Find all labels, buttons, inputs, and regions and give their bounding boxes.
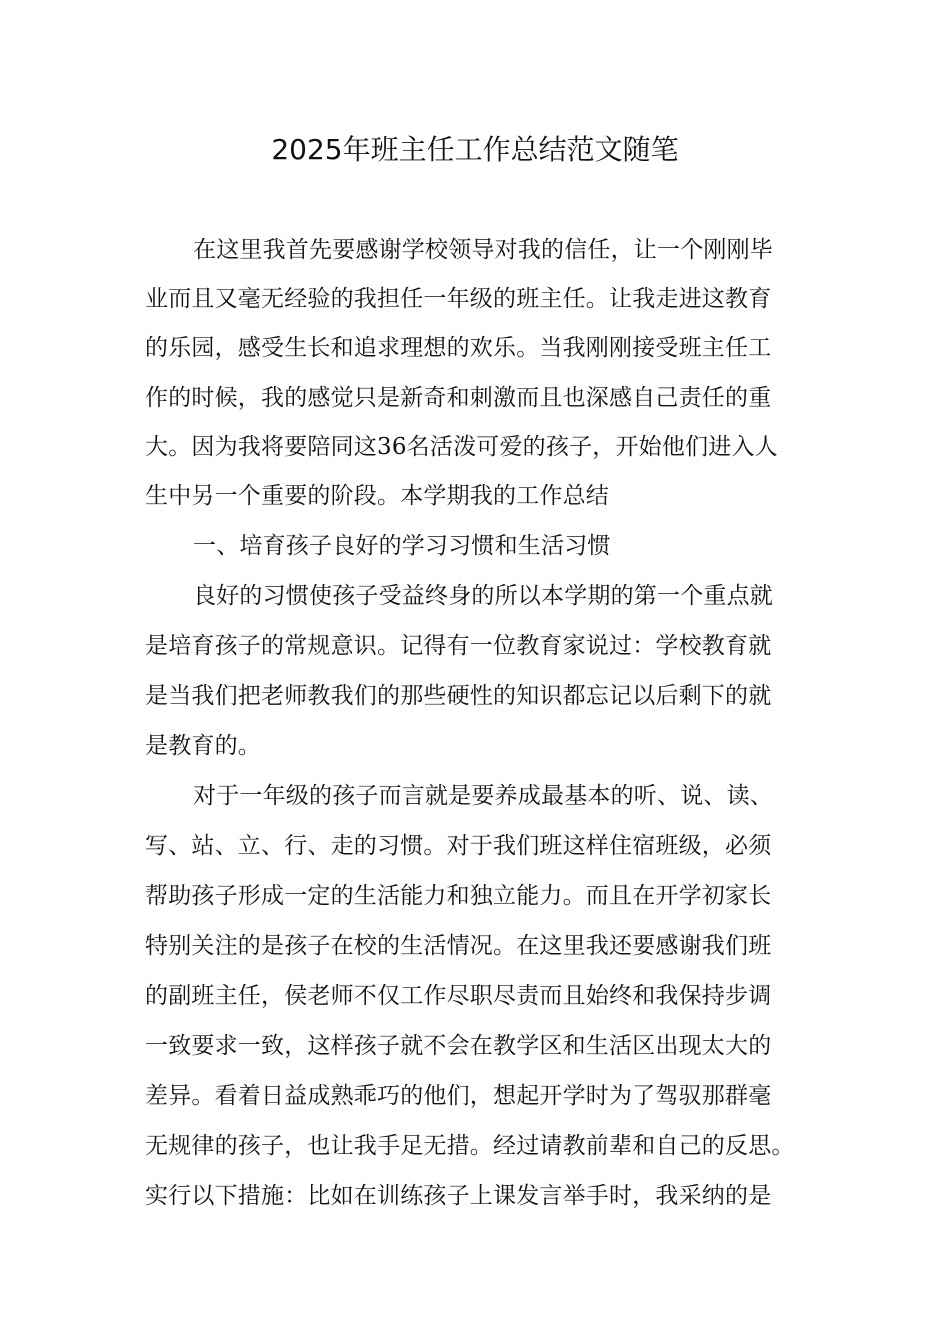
- document-title: 2025年班主任工作总结范文随笔: [271, 133, 679, 166]
- paragraph-line: 业而且又毫无经验的我担任一年级的班主任。让我走进这教育: [145, 286, 772, 312]
- paragraph-line: 良好的习惯使孩子受益终身的所以本学期的第一个重点就: [193, 583, 773, 609]
- paragraph-line: 作的时候，我的感觉只是新奇和刺激而且也深感自己责任的重: [145, 385, 772, 411]
- paragraph-line: 写、站、立、行、走的习惯。对于我们班这样住宿班级，必须: [145, 833, 772, 859]
- paragraph-line: 特别关注的是孩子在校的生活情况。在这里我还要感谢我们班: [145, 933, 772, 959]
- paragraph-line: 大。因为我将要陪同这36名活泼可爱的孩子，开始他们进入人: [145, 434, 778, 460]
- paragraph-line: 是培育孩子的常规意识。记得有一位教育家说过：学校教育就: [145, 633, 772, 659]
- paragraph-line: 是教育的。: [145, 733, 261, 759]
- paragraph-line: 帮助孩子形成一定的生活能力和独立能力。而且在开学初家长: [145, 883, 772, 909]
- paragraph-line: 在这里我首先要感谢学校领导对我的信任，让一个刚刚毕: [193, 237, 773, 263]
- paragraph-line: 对于一年级的孩子而言就是要养成最基本的听、说、读、: [193, 783, 773, 809]
- paragraph-line: 的乐园，感受生长和追求理想的欢乐。当我刚刚接受班主任工: [145, 335, 772, 361]
- paragraph-line: 是当我们把老师教我们的那些硬性的知识都忘记以后剩下的就: [145, 683, 772, 709]
- section-heading: 一、培育孩子良好的学习习惯和生活习惯: [193, 533, 611, 559]
- paragraph-line: 无规律的孩子，也让我手足无措。经过请教前辈和自己的反思。: [145, 1133, 795, 1159]
- paragraph-line: 生中另一个重要的阶段。本学期我的工作总结: [145, 483, 609, 509]
- paragraph-line: 的副班主任，侯老师不仅工作尽职尽责而且始终和我保持步调: [145, 983, 772, 1009]
- paragraph-line: 差异。看着日益成熟乖巧的他们，想起开学时为了驾驭那群毫: [145, 1083, 772, 1109]
- paragraph-line: 一致要求一致，这样孩子就不会在教学区和生活区出现太大的: [145, 1033, 772, 1059]
- paragraph-line: 实行以下措施：比如在训练孩子上课发言举手时，我采纳的是: [145, 1183, 772, 1209]
